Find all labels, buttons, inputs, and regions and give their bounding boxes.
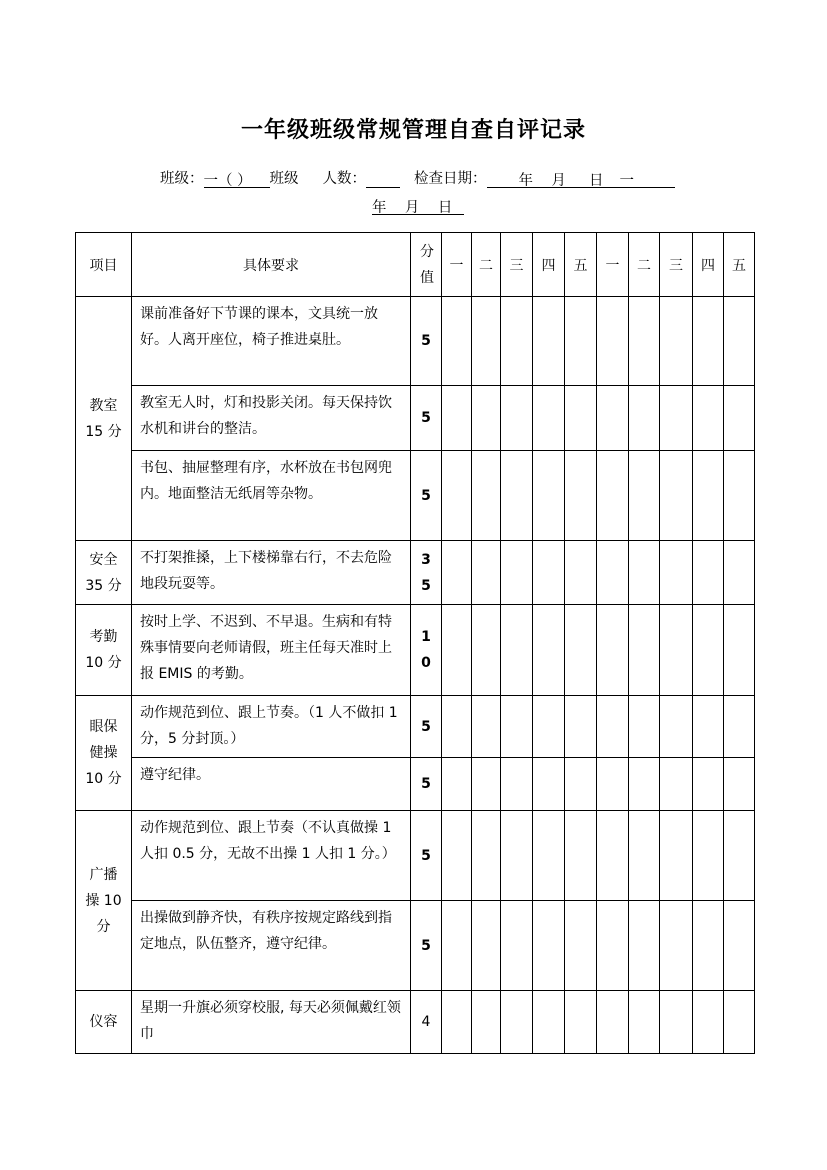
date-separator: 一 <box>619 173 634 189</box>
check-cell[interactable] <box>472 605 501 696</box>
item-cell: 考勤 10 分 <box>76 605 132 696</box>
check-cell[interactable] <box>472 758 501 811</box>
table-row <box>76 451 755 541</box>
check-cell[interactable] <box>442 758 472 811</box>
check-cell[interactable] <box>724 696 755 758</box>
header-row <box>76 233 755 297</box>
check-cell[interactable] <box>565 605 597 696</box>
check-cell[interactable] <box>693 605 724 696</box>
check-cell[interactable] <box>693 901 724 991</box>
check-cell[interactable] <box>442 541 472 605</box>
check-cell[interactable] <box>501 297 533 386</box>
check-cell[interactable] <box>597 386 629 451</box>
requirement-cell: 教室无人时，灯和投影关闭。每天保持饮水机和讲台的整洁。 <box>132 386 411 451</box>
check-cell[interactable] <box>660 901 693 991</box>
item-cell: 安全 35 分 <box>76 541 132 605</box>
check-cell[interactable] <box>472 386 501 451</box>
check-cell[interactable] <box>565 758 597 811</box>
check-cell[interactable] <box>565 811 597 901</box>
check-cell[interactable] <box>533 696 565 758</box>
table-row <box>76 901 755 991</box>
check-cell[interactable] <box>442 991 472 1054</box>
score-value: 10 <box>421 629 431 671</box>
check-cell[interactable] <box>660 386 693 451</box>
item-cell: 广播 操 10 分 <box>76 811 132 991</box>
check-cell[interactable] <box>724 901 755 991</box>
score-value: 5 <box>421 333 431 349</box>
requirement-cell: 动作规范到位、跟上节奏（不认真做操 1 人扣 0.5 分，无故不出操 1 人扣 1 分。） <box>132 811 411 901</box>
info-line <box>160 167 675 188</box>
check-cell[interactable] <box>565 451 597 541</box>
score-cell <box>411 991 442 1054</box>
score-value: 5 <box>421 937 431 954</box>
check-cell[interactable] <box>501 901 533 991</box>
check-cell[interactable] <box>629 901 660 991</box>
check-cell[interactable] <box>442 901 472 991</box>
score-value: 4 <box>421 1014 431 1030</box>
date-end: 年 月 日 <box>372 200 453 216</box>
check-cell[interactable] <box>501 386 533 451</box>
check-cell[interactable] <box>442 297 472 386</box>
page-title: 一年级班级常规管理自查自评记录 <box>240 118 586 143</box>
check-cell[interactable] <box>533 811 565 901</box>
check-cell[interactable] <box>693 811 724 901</box>
check-cell[interactable] <box>472 541 501 605</box>
score-value: 5 <box>421 410 431 426</box>
header-day-1: 一 <box>442 233 472 297</box>
header-day-6: 一 <box>597 233 629 297</box>
check-cell[interactable] <box>533 901 565 991</box>
check-cell[interactable] <box>565 991 597 1054</box>
check-cell[interactable] <box>597 901 629 991</box>
check-cell[interactable] <box>597 541 629 605</box>
check-cell[interactable] <box>533 386 565 451</box>
check-cell[interactable] <box>533 541 565 605</box>
check-cell[interactable] <box>629 541 660 605</box>
check-cell[interactable] <box>501 451 533 541</box>
requirement-cell: 星期一升旗必须穿校服, 每天必须佩戴红领巾 <box>132 991 411 1054</box>
requirement-cell: 按时上学、不迟到、不早退。生病和有特殊事情要向老师请假，班主任每天准时上报 EMIS 的考勤。 <box>132 605 411 696</box>
header-day-3: 三 <box>501 233 533 297</box>
check-cell[interactable] <box>724 451 755 541</box>
check-cell[interactable] <box>533 991 565 1054</box>
check-cell[interactable] <box>533 297 565 386</box>
check-cell[interactable] <box>597 758 629 811</box>
check-cell[interactable] <box>597 991 629 1054</box>
requirement-cell: 课前准备好下节课的课本，文具统一放好。人离开座位，椅子推进桌肚。 <box>132 297 411 386</box>
check-cell[interactable] <box>597 451 629 541</box>
score-cell <box>411 541 442 605</box>
score-value: 5 <box>421 776 431 792</box>
score-cell <box>411 297 442 386</box>
header-day-10: 五 <box>724 233 755 297</box>
table-row <box>76 991 755 1054</box>
score-value: 5 <box>421 847 431 864</box>
score-cell <box>411 386 442 451</box>
score-value: 5 <box>421 487 431 504</box>
check-cell[interactable] <box>501 696 533 758</box>
check-cell[interactable] <box>629 811 660 901</box>
score-cell <box>411 605 442 696</box>
check-cell[interactable] <box>629 605 660 696</box>
check-cell[interactable] <box>565 386 597 451</box>
check-cell[interactable] <box>501 758 533 811</box>
check-cell[interactable] <box>660 605 693 696</box>
check-cell[interactable] <box>724 386 755 451</box>
score-cell <box>411 811 442 901</box>
check-cell[interactable] <box>724 758 755 811</box>
item-cell: 眼保 健操 10 分 <box>76 696 132 811</box>
check-cell[interactable] <box>472 901 501 991</box>
item-cell: 教室 15 分 <box>76 297 132 541</box>
check-cell[interactable] <box>565 297 597 386</box>
table-row <box>76 386 755 451</box>
item-cell: 仪容 <box>76 991 132 1054</box>
score-cell <box>411 696 442 758</box>
check-cell[interactable] <box>472 991 501 1054</box>
check-cell[interactable] <box>629 386 660 451</box>
table-row <box>76 297 755 386</box>
table-row <box>76 541 755 605</box>
check-cell[interactable] <box>565 541 597 605</box>
check-cell[interactable] <box>724 541 755 605</box>
header-item: 项目 <box>76 233 132 297</box>
check-cell[interactable] <box>472 451 501 541</box>
header-day-8: 三 <box>660 233 693 297</box>
check-cell[interactable] <box>442 451 472 541</box>
check-cell[interactable] <box>533 758 565 811</box>
check-cell[interactable] <box>501 991 533 1054</box>
check-cell[interactable] <box>442 386 472 451</box>
check-cell[interactable] <box>693 541 724 605</box>
check-cell[interactable] <box>597 605 629 696</box>
class-suffix: 班级 <box>269 171 299 187</box>
table-row <box>76 696 755 758</box>
requirement-cell: 动作规范到位、跟上节奏。（1 人不做扣 1 分，5 分封顶。） <box>132 696 411 758</box>
check-cell[interactable] <box>660 541 693 605</box>
check-cell[interactable] <box>693 991 724 1054</box>
check-cell[interactable] <box>597 297 629 386</box>
count-label: 人数： <box>322 171 366 187</box>
requirement-cell: 遵守纪律。 <box>132 758 411 811</box>
check-cell[interactable] <box>501 811 533 901</box>
check-cell[interactable] <box>501 605 533 696</box>
check-cell[interactable] <box>501 541 533 605</box>
header-day-2: 二 <box>472 233 501 297</box>
requirement-cell: 出操做到静齐快，有秩序按规定路线到指定地点，队伍整齐，遵守纪律。 <box>132 901 411 991</box>
date-label: 检查日期： <box>414 171 487 187</box>
check-cell[interactable] <box>660 297 693 386</box>
date-end-field[interactable] <box>372 196 464 215</box>
score-cell <box>411 451 442 541</box>
score-value: 35 <box>421 551 431 594</box>
header-day-7: 二 <box>629 233 660 297</box>
header-requirement: 具体要求 <box>132 233 411 297</box>
check-cell[interactable] <box>724 297 755 386</box>
check-cell[interactable] <box>565 901 597 991</box>
table-row <box>76 811 755 901</box>
check-cell[interactable] <box>693 297 724 386</box>
class-value: 一（ ） <box>203 173 252 189</box>
check-cell[interactable] <box>660 991 693 1054</box>
check-cell[interactable] <box>693 696 724 758</box>
score-cell <box>411 901 442 991</box>
check-cell[interactable] <box>693 758 724 811</box>
header-day-5: 五 <box>565 233 597 297</box>
check-cell[interactable] <box>472 811 501 901</box>
check-cell[interactable] <box>724 811 755 901</box>
check-cell[interactable] <box>597 696 629 758</box>
table-row <box>76 605 755 696</box>
check-cell[interactable] <box>472 297 501 386</box>
check-cell[interactable] <box>629 451 660 541</box>
record-table <box>75 232 755 1054</box>
table-row <box>76 758 755 811</box>
check-cell[interactable] <box>660 451 693 541</box>
info-line-2 <box>372 196 464 215</box>
count-field[interactable] <box>366 169 400 188</box>
check-cell[interactable] <box>693 451 724 541</box>
score-value: 5 <box>421 718 431 735</box>
class-field[interactable] <box>204 169 270 188</box>
check-cell[interactable] <box>533 605 565 696</box>
check-cell[interactable] <box>442 811 472 901</box>
requirement-cell: 不打架推搡，上下楼梯靠右行，不去危险地段玩耍等。 <box>132 541 411 605</box>
check-cell[interactable] <box>565 696 597 758</box>
class-label: 班级： <box>160 171 204 187</box>
check-cell[interactable] <box>693 386 724 451</box>
header-day-9: 四 <box>693 233 724 297</box>
check-cell[interactable] <box>724 991 755 1054</box>
check-cell[interactable] <box>660 696 693 758</box>
check-cell[interactable] <box>442 696 472 758</box>
header-score <box>411 233 442 297</box>
check-cell[interactable] <box>597 811 629 901</box>
check-cell[interactable] <box>724 605 755 696</box>
check-cell[interactable] <box>442 605 472 696</box>
check-cell[interactable] <box>629 991 660 1054</box>
date-start-field[interactable] <box>487 169 675 188</box>
check-cell[interactable] <box>533 451 565 541</box>
score-cell <box>411 758 442 811</box>
header-score-label: 分值 <box>420 243 434 286</box>
check-cell[interactable] <box>660 811 693 901</box>
date-start: 年 月 日 <box>518 173 604 189</box>
check-cell[interactable] <box>629 696 660 758</box>
check-cell[interactable] <box>660 758 693 811</box>
check-cell[interactable] <box>472 696 501 758</box>
check-cell[interactable] <box>629 297 660 386</box>
requirement-cell: 书包、抽屉整理有序，水杯放在书包网兜内。地面整洁无纸屑等杂物。 <box>132 451 411 541</box>
check-cell[interactable] <box>629 758 660 811</box>
header-day-4: 四 <box>533 233 565 297</box>
